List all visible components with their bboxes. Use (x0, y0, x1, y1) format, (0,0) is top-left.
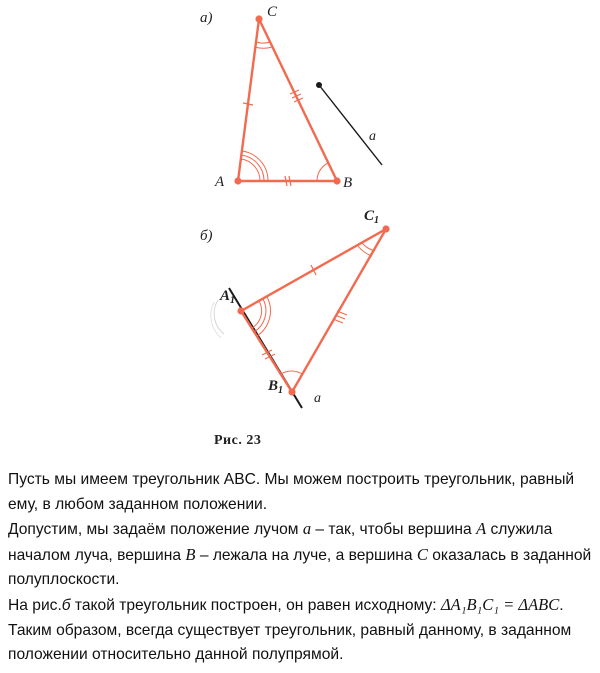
vertex-c1-label: $C_1$ (364, 208, 380, 226)
triangle-a1b1c1 (237, 225, 389, 395)
congruence-formula: ΔA₁B₁C₁ = ΔABC (440, 594, 560, 614)
paragraph-4: Таким образом, всегда существует треугольник, равный данному, в заданном положении относительно данной полупрямой. (8, 621, 572, 664)
ray-a (316, 82, 382, 165)
figure-caption: Рис. 23 (214, 433, 262, 448)
paragraph-2: Допустим, мы задаём положение лучом a – так, чтобы вершина A служила началом луча, вершина B – лежала на луче, а вершина C оказалась в заданной полуплоскости. (8, 519, 592, 589)
ray-a1-label: a (314, 391, 321, 406)
side-b1c1 (292, 229, 386, 392)
ray-a-label: a (369, 129, 376, 144)
side-a1b1 (241, 311, 292, 392)
vertex-a-label: A (215, 174, 225, 190)
panel-a-label: а) (200, 10, 213, 26)
vertex-c-label: C (267, 4, 278, 20)
paragraph-3: На рис.б такой треугольник построен, он равен исходному: ΔA₁B₁C₁ = ΔABC. (8, 594, 564, 614)
panel-b-label: б) (200, 228, 213, 244)
vertex-a1-label: $A_1$ (220, 288, 236, 306)
triangle-abc (234, 15, 340, 186)
paragraph-1: Пусть мы имеем треугольник ABC. Мы можем построить треугольник, равный ему, в любом заданном положении. (8, 471, 575, 513)
vertex-b1-label: $B_1$ (268, 378, 284, 396)
explanation-text (8, 468, 596, 668)
vertex-b-label: B (343, 175, 353, 191)
